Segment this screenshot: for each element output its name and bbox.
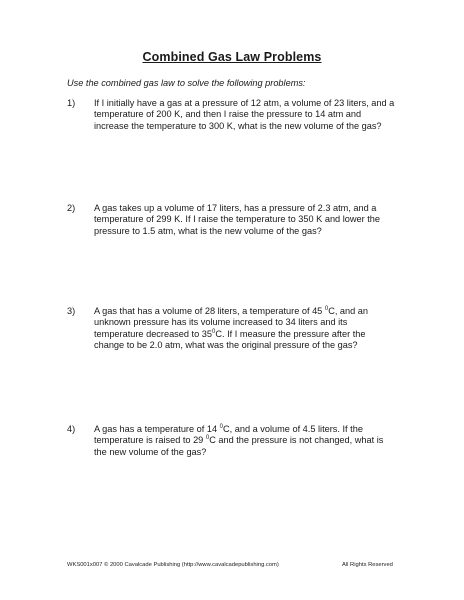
problem-line: increase the temperature to 300 K, what is the new volume of the gas? [94,120,382,131]
footer-copyright: WKS001x007 © 2000 Cavalcade Publishing (http://www.cavalcadepublishing.com) [67,562,279,568]
problem-line: temperature of 200 K, and then I raise the pressure to 14 atm and [94,109,362,120]
degree-superscript: 0 [205,435,210,442]
text-fragment: A gas has a temperature of 14 [94,424,220,434]
text-fragment: C. If I measure the pressure after the [215,328,366,339]
footer-rights: All Rights Reserved [342,562,393,568]
degree-superscript: 0 [219,424,223,430]
instructions: Use the combined gas law to solve the following problems: [67,78,306,88]
text-fragment: C, and a volume of 4.5 liters. If the [223,424,363,434]
problem-number: 4) [67,424,76,434]
degree-superscript: 0 [324,306,329,312]
text-fragment: A gas that has a volume of 28 liters, a temperature of 45 [94,306,325,316]
problem-text [94,98,407,132]
problem-number: 3) [67,306,76,316]
problem-text [94,306,407,352]
problem-line [94,329,407,340]
text-fragment: temperature decreased to 35 [94,328,212,339]
problem-line: the new volume of the gas? [94,446,207,457]
problem-number: 2) [67,203,76,213]
problem-line: unknown pressure has its volume increased to 34 liters and its [94,317,348,328]
problem-text [94,424,407,458]
problem-line: change to be 2.0 atm, what was the original pressure of the gas? [94,340,358,351]
problem-line: temperature of 299 K. If I raise the temperature to 350 K and lower the [94,214,380,225]
problem-line: pressure to 1.5 atm, what is the new volume of the gas? [94,225,322,236]
worksheet-title: Combined Gas Law Problems [142,50,322,64]
text-fragment: C, and an [328,306,369,316]
problem-text [94,203,407,237]
text-fragment: temperature is raised to 29 [94,435,206,446]
problem-line [94,306,407,317]
problem-line [94,424,407,435]
text-fragment: C and the pressure is not changed, what is [209,435,384,446]
degree-superscript: 0 [211,328,216,335]
problem-line: If I initially have a gas at a pressure of 12 atm, a volume of 23 liters, and a [94,98,395,108]
problem-line: A gas takes up a volume of 17 liters, has a pressure of 2.3 atm, and a [94,203,377,213]
problem-line [94,435,407,446]
problem-number: 1) [67,98,76,108]
